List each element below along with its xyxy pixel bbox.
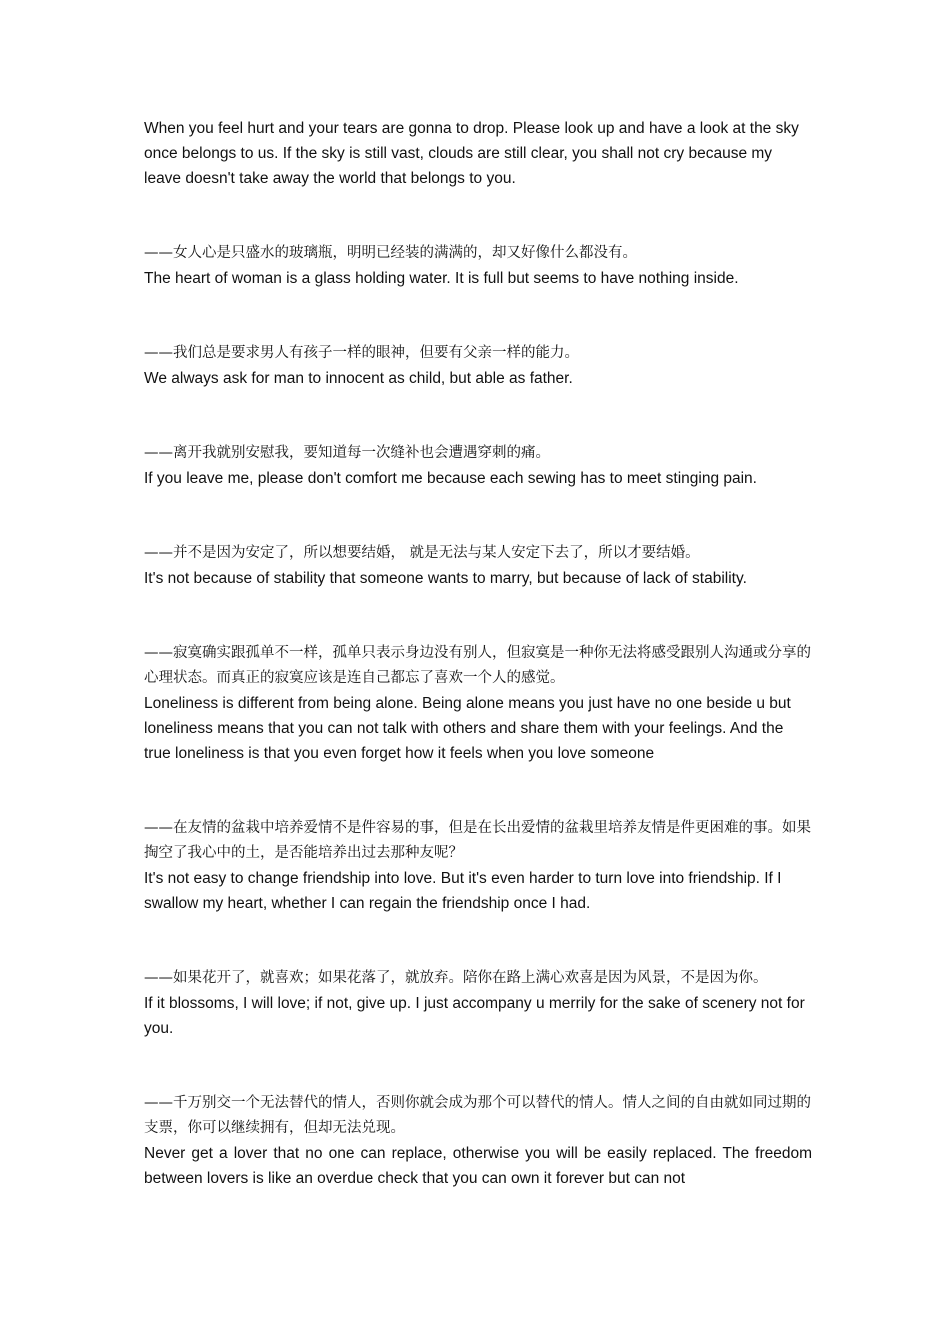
quote-english: We always ask for man to innocent as child, but able as father. — [144, 370, 573, 387]
quote-english: If it blossoms, I will love; if not, give up. I just accompany u merrily for the sake of scenery not for you. — [144, 995, 805, 1037]
quote-block — [144, 641, 812, 766]
quote-english: The heart of woman is a glass holding water. It is full but seems to have nothing inside. — [144, 270, 739, 287]
quote-chinese: ——如果花开了，就喜欢；如果花落了，就放弃。陪你在路上满心欢喜是因为风景，不是因为你。 — [144, 970, 768, 986]
quote-block — [144, 441, 812, 491]
quote-block — [144, 241, 812, 291]
quote-chinese: ——并不是因为安定了，所以想要结婚， 就是无法与某人安定下去了，所以才要结婚。 — [144, 545, 700, 561]
quote-english: Never get a lover that no one can replace, otherwise you will be easily replaced. The freedom between lovers is like an overdue check that you can own it forever but can not — [144, 1145, 812, 1187]
quote-english: If you leave me, please don't comfort me because each sewing has to meet stinging pain. — [144, 470, 757, 487]
quote-block — [144, 1091, 812, 1191]
quote-english: Loneliness is different from being alone. Being alone means you just have no one beside u but loneliness means that you can not talk with others and share them with your feelings. And the true loneliness is that you even forget how it feels when you love someone — [144, 695, 791, 762]
quote-block — [144, 966, 812, 1041]
document-body — [144, 116, 812, 1191]
quote-chinese: ——千万别交一个无法替代的情人，否则你就会成为那个可以替代的情人。情人之间的自由就如同过期的支票，你可以继续拥有，但却无法兑现。 — [144, 1095, 811, 1136]
quote-block — [144, 816, 812, 916]
quote-chinese: ——我们总是要求男人有孩子一样的眼神，但要有父亲一样的能力。 — [144, 345, 579, 361]
quote-chinese: ——女人心是只盛水的玻璃瓶，明明已经装的满满的，却又好像什么都没有。 — [144, 245, 637, 261]
quote-chinese: ——寂寞确实跟孤单不一样，孤单只表示身边没有别人，但寂寞是一种你无法将感受跟别人沟通或分享的心理状态。而真正的寂寞应该是连自己都忘了喜欢一个人的感觉。 — [144, 645, 811, 686]
quote-chinese: ——离开我就别安慰我，要知道每一次缝补也会遭遇穿刺的痛。 — [144, 445, 550, 461]
quote-block — [144, 341, 812, 391]
quote-english: It's not easy to change friendship into love. But it's even harder to turn love into friendship. If I swallow my heart, whether I can regain the friendship once I had. — [144, 870, 782, 912]
quote-chinese: ——在友情的盆栽中培养爱情不是件容易的事，但是在长出爱情的盆栽里培养友情是件更困难的事。如果掏空了我心中的土，是否能培养出过去那种友呢？ — [144, 820, 811, 861]
intro-paragraph: When you feel hurt and your tears are gonna to drop. Please look up and have a look at the sky once belongs to us. If the sky is still vast, clouds are still clear, you shall not cry because my leave doesn't take away the world that belongs to you. — [144, 120, 799, 187]
quote-block — [144, 541, 812, 591]
quote-english: It's not because of stability that someone wants to marry, but because of lack of stability. — [144, 570, 747, 587]
